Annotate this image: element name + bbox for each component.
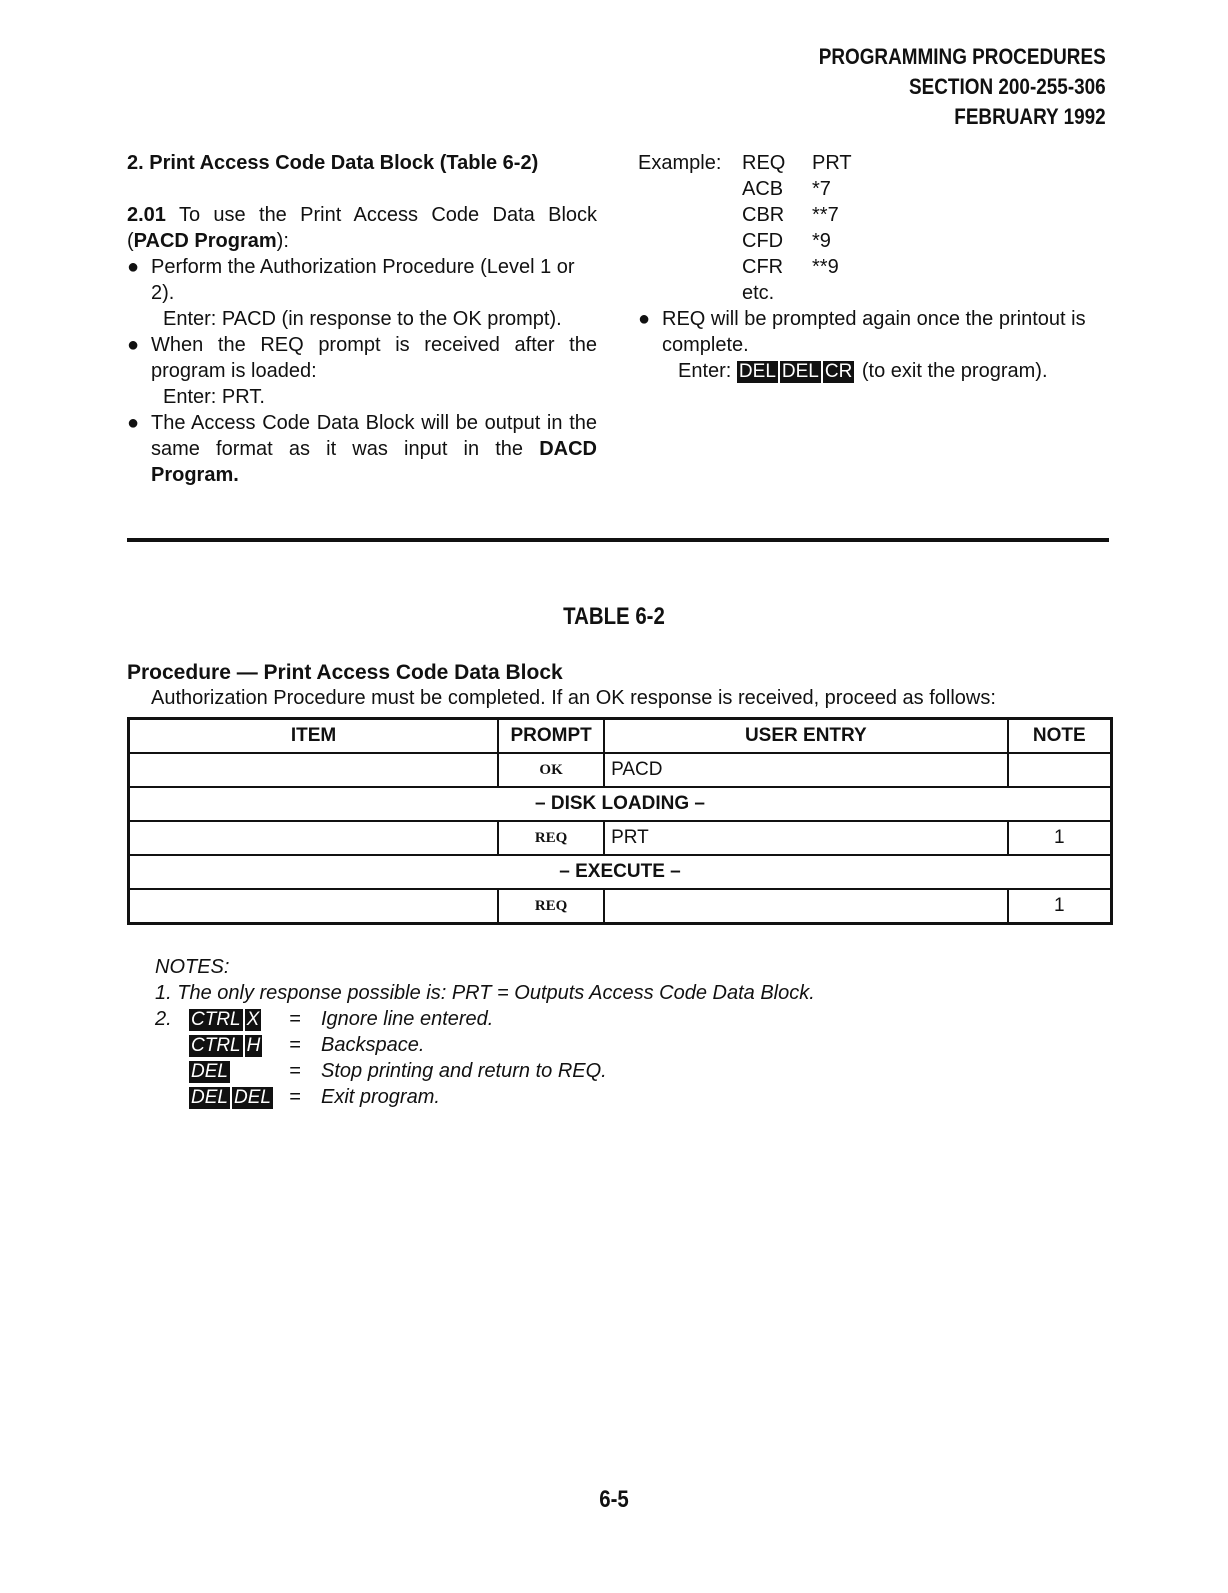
key-description: Backspace. xyxy=(321,1034,425,1056)
procedure-subtitle: Authorization Procedure must be completed. If an OK response is received, proceed as follows: xyxy=(151,687,996,709)
item-cell xyxy=(129,889,499,924)
bullet-text xyxy=(151,410,597,488)
bullet-item xyxy=(127,410,597,488)
example-value: PRT xyxy=(812,152,852,174)
example-value: *9 xyxy=(812,230,831,252)
prompt-cell: OK xyxy=(498,753,604,787)
bullet-icon: ● xyxy=(127,334,140,356)
intro-text: To use the Print Access Code Data Block xyxy=(178,204,598,226)
key-description: Stop printing and return to REQ. xyxy=(321,1060,607,1082)
bullet-text: Perform the Authorization Procedure (Level 1 or 2). xyxy=(151,256,575,304)
note-cell xyxy=(1008,753,1112,787)
header-section: SECTION 200-255-306 xyxy=(909,74,1106,99)
table-row xyxy=(129,889,1112,924)
example-prompt: REQ xyxy=(742,152,786,174)
example-prompt: ACB xyxy=(742,178,784,200)
enter-suffix: (to exit the program). xyxy=(861,360,1048,382)
entry-cell xyxy=(604,889,1008,924)
example-prompt: CFD xyxy=(742,230,784,252)
note-number: 2. xyxy=(155,1008,172,1030)
notes-block xyxy=(155,954,815,1110)
program-name: DACD Program. xyxy=(151,438,597,486)
equals-sign: = xyxy=(289,1086,301,1108)
x-key: X xyxy=(246,1009,260,1030)
equals-sign: = xyxy=(289,1008,301,1030)
enter-instruction xyxy=(638,358,1108,384)
example-prompt: CFR xyxy=(742,256,784,278)
key-combo xyxy=(189,1006,289,1032)
bullet-icon: ● xyxy=(127,412,140,434)
item-cell xyxy=(129,821,499,855)
bullet-item xyxy=(127,254,597,306)
header-note: NOTE xyxy=(1008,719,1112,754)
h-key: H xyxy=(246,1035,261,1056)
item-cell xyxy=(129,753,499,787)
bullet-text-part: The Access Code Data Block will be output in the same format as it was input in the xyxy=(151,412,597,460)
key-combo xyxy=(189,1084,289,1110)
procedure-table xyxy=(127,717,1113,925)
table-span-row xyxy=(129,855,1112,889)
example-label: Example: xyxy=(638,152,722,174)
example-value: *7 xyxy=(812,178,831,200)
header-prompt: PROMPT xyxy=(498,719,604,754)
example-prompt: CBR xyxy=(742,204,785,226)
bullet-icon: ● xyxy=(638,308,651,330)
note-1 xyxy=(155,980,815,1006)
execute-label: – EXECUTE – xyxy=(129,855,1112,889)
del-key: DEL xyxy=(191,1061,228,1082)
prompt-cell: REQ xyxy=(498,821,604,855)
del-key: DEL xyxy=(738,361,776,382)
note-2 xyxy=(155,1006,815,1110)
example-value xyxy=(812,280,872,306)
table-span-row xyxy=(129,787,1112,821)
enter-label: Enter: xyxy=(678,360,732,382)
page-number: 6-5 xyxy=(599,1486,629,1513)
cr-key: CR xyxy=(824,361,853,382)
del-key: DEL xyxy=(233,1087,271,1108)
prompt-cell: REQ xyxy=(498,889,604,924)
key-description: Exit program. xyxy=(321,1086,440,1108)
del-key: DEL xyxy=(781,361,819,382)
ctrl-key: CTRL xyxy=(191,1009,241,1030)
entry-cell: PRT xyxy=(604,821,1008,855)
ctrl-key: CTRL xyxy=(191,1035,241,1056)
right-column xyxy=(638,150,1108,384)
equals-sign: = xyxy=(289,1034,301,1056)
bullet-text: When the REQ prompt is received after the program is loaded: xyxy=(151,334,597,382)
bullet-item xyxy=(638,306,1108,358)
table-title: TABLE 6-2 xyxy=(563,603,665,630)
header-title: PROGRAMMING PROCEDURES xyxy=(819,44,1106,69)
example-prompt: etc. xyxy=(742,282,775,304)
divider-rule xyxy=(127,538,1109,542)
notes-title: NOTES: xyxy=(155,956,230,978)
header-user-entry: USER ENTRY xyxy=(604,719,1008,754)
key-combo xyxy=(189,1058,289,1084)
bullet-text: REQ will be prompted again once the printout is complete. xyxy=(662,308,1086,356)
example-value: **7 xyxy=(812,204,839,226)
note-text: The only response possible is: PRT = Outputs Access Code Data Block. xyxy=(177,982,815,1004)
note-cell: 1 xyxy=(1008,889,1112,924)
enter-instruction: Enter: PACD (in response to the OK prompt). xyxy=(163,308,562,330)
program-name: PACD Program xyxy=(133,230,277,252)
left-column xyxy=(127,150,597,488)
note-cell: 1 xyxy=(1008,821,1112,855)
section-heading: 2. Print Access Code Data Block (Table 6-2) xyxy=(127,152,539,174)
bullet-item xyxy=(127,332,597,384)
note-number: 1. xyxy=(155,982,172,1004)
equals-sign: = xyxy=(289,1060,301,1082)
enter-instruction: Enter: PRT. xyxy=(163,386,265,408)
table-header-row xyxy=(129,719,1112,754)
intro-paragraph: 2.01 To use the Print Access Code Data Block (PACD Program): xyxy=(127,204,598,252)
del-key: DEL xyxy=(191,1087,228,1108)
header-item: ITEM xyxy=(129,719,499,754)
example-value: **9 xyxy=(812,256,839,278)
entry-cell: PACD xyxy=(604,753,1008,787)
bullet-icon: ● xyxy=(127,256,140,278)
paragraph-number: 2.01 xyxy=(127,204,166,226)
table-row xyxy=(129,821,1112,855)
table-row xyxy=(129,753,1112,787)
procedure-title: Procedure — Print Access Code Data Block xyxy=(127,661,563,684)
key-description: Ignore line entered. xyxy=(321,1008,494,1030)
page-header xyxy=(819,42,1106,132)
disk-loading-label: – DISK LOADING – xyxy=(129,787,1112,821)
key-combo xyxy=(189,1032,289,1058)
example-block xyxy=(638,150,1108,306)
header-date: FEBRUARY 1992 xyxy=(954,104,1106,129)
